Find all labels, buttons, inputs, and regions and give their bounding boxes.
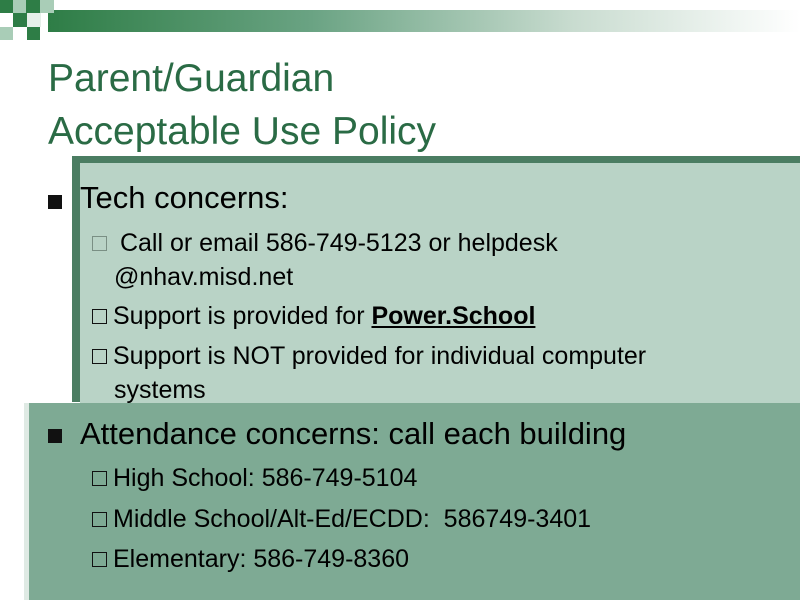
list-item-high-school: [92, 461, 792, 495]
header-gradient-bar: [48, 10, 800, 32]
list-item-contact: [92, 226, 792, 294]
contact-line-1: Call or email 586-749-5123 or helpdesk: [119, 229, 558, 257]
panel-left-border: [72, 156, 80, 402]
powerschool-prefix: Support is provided for: [113, 302, 372, 330]
empty-checkbox-bullet-icon: [92, 236, 107, 251]
list-item-powerschool: [92, 299, 792, 333]
powerschool-link[interactable]: Power.School: [371, 302, 536, 330]
attendance-panel-edge: [24, 403, 29, 600]
empty-checkbox-bullet-icon: [92, 471, 107, 486]
middle-school-text: Middle School/Alt-Ed/ECDD: 586749-3401: [113, 505, 592, 533]
list-item-middle-school: [92, 502, 792, 536]
empty-checkbox-bullet-icon: [92, 552, 107, 567]
section-heading-tech: Tech concerns:: [80, 180, 289, 215]
not-supported-line-2: systems: [114, 376, 206, 404]
list-item-elementary: [92, 542, 792, 576]
filled-square-bullet-icon: [48, 195, 62, 209]
slide-title: [48, 52, 768, 158]
not-supported-line-1: Support is NOT provided for individual computer: [113, 342, 647, 370]
panel-top-border: [72, 156, 800, 163]
high-school-text: High School: 586-749-5104: [113, 464, 418, 492]
contact-line-2: @nhav.misd.net: [114, 263, 294, 291]
empty-checkbox-bullet-icon: [92, 309, 107, 324]
filled-square-bullet-icon: [48, 429, 62, 443]
empty-checkbox-bullet-icon: [92, 349, 107, 364]
list-item-not-supported: [92, 339, 800, 407]
title-line-2: Acceptable Use Policy: [48, 110, 437, 153]
elementary-text: Elementary: 586-749-8360: [113, 545, 410, 573]
section-heading-attendance: Attendance concerns: call each building: [80, 416, 627, 451]
title-line-1: Parent/Guardian: [48, 57, 335, 100]
empty-checkbox-bullet-icon: [92, 512, 107, 527]
